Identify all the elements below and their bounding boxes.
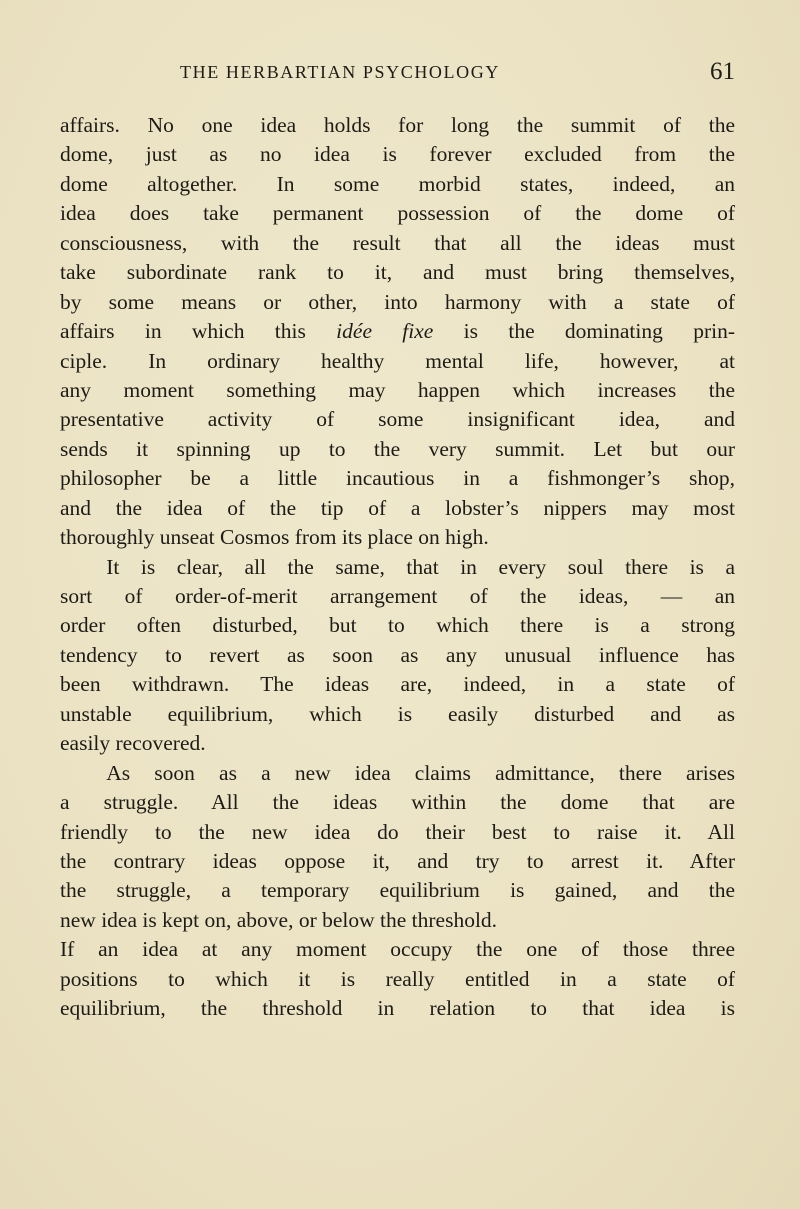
text-line: philosopher be a little incautious in a fishmonger’s shop, — [60, 466, 735, 491]
text-line: ciple. In ordinary healthy mental life, however, at — [60, 348, 735, 373]
text-line: take subordinate rank to it, and must bring themselves, — [60, 260, 735, 285]
text-line: affairs. No one idea holds for long the summit of the — [60, 113, 735, 137]
text-line: the contrary ideas oppose it, and try to arrest it. After — [60, 848, 735, 873]
text-line: any moment something may happen which increases the — [60, 377, 735, 402]
body-text — [60, 111, 735, 1024]
text-line: consciousness, with the result that all the ideas must — [60, 230, 735, 255]
text-line: If an idea at any moment occupy the one of those three — [60, 937, 735, 962]
text-line: equilibrium, the threshold in relation to that idea is — [60, 996, 735, 1021]
text-line: thoroughly unseat Cosmos from its place on high. — [60, 525, 489, 550]
text-line: easily recovered. — [60, 731, 206, 756]
italic-phrase: idée fixe — [336, 319, 434, 344]
text-segment: is the dominating prin- — [433, 319, 735, 344]
page-number: 61 — [710, 58, 735, 85]
text-line: As soon as a new idea claims admittance, there arises — [106, 760, 735, 785]
text-line: order often disturbed, but to which there is a strong — [60, 613, 735, 638]
text-line: dome, just as no idea is forever excluded from the — [60, 142, 735, 167]
text-segment: affairs in which this — [60, 319, 337, 344]
text-line: sends it spinning up to the very summit. Let but our — [60, 436, 735, 461]
text-line: a struggle. All the ideas within the dome that are — [60, 790, 735, 815]
text-line: presentative activity of some insignificant idea, and — [60, 407, 735, 432]
text-line: and the idea of the tip of a lobster’s nippers may most — [60, 495, 735, 520]
text-line: positions to which it is really entitled in a state of — [60, 966, 735, 991]
running-head — [60, 58, 735, 88]
text-line: idea does take permanent possession of the dome of — [60, 201, 735, 226]
text-line: by some means or other, into harmony with a state of — [60, 289, 735, 314]
text-line: new idea is kept on, above, or below the threshold. — [60, 907, 498, 932]
text-line: It is clear, all the same, that in every soul there is a — [106, 554, 735, 579]
text-line: been withdrawn. The ideas are, indeed, in a state of — [60, 672, 735, 697]
text-line: unstable equilibrium, which is easily disturbed and as — [60, 701, 735, 726]
running-title: THE HERBARTIAN PSYCHOLOGY — [180, 62, 500, 82]
text-line: friendly to the new idea do their best to raise it. All — [60, 819, 735, 844]
text-line: the struggle, a temporary equilibrium is gained, and the — [60, 878, 735, 903]
text-line-with-italic — [60, 317, 735, 346]
text-line: dome altogether. In some morbid states, indeed, an — [60, 171, 735, 196]
text-line: sort of order-of-merit arrangement of the ideas, — an — [60, 584, 735, 608]
text-line: tendency to revert as soon as any unusual influence has — [60, 642, 735, 667]
